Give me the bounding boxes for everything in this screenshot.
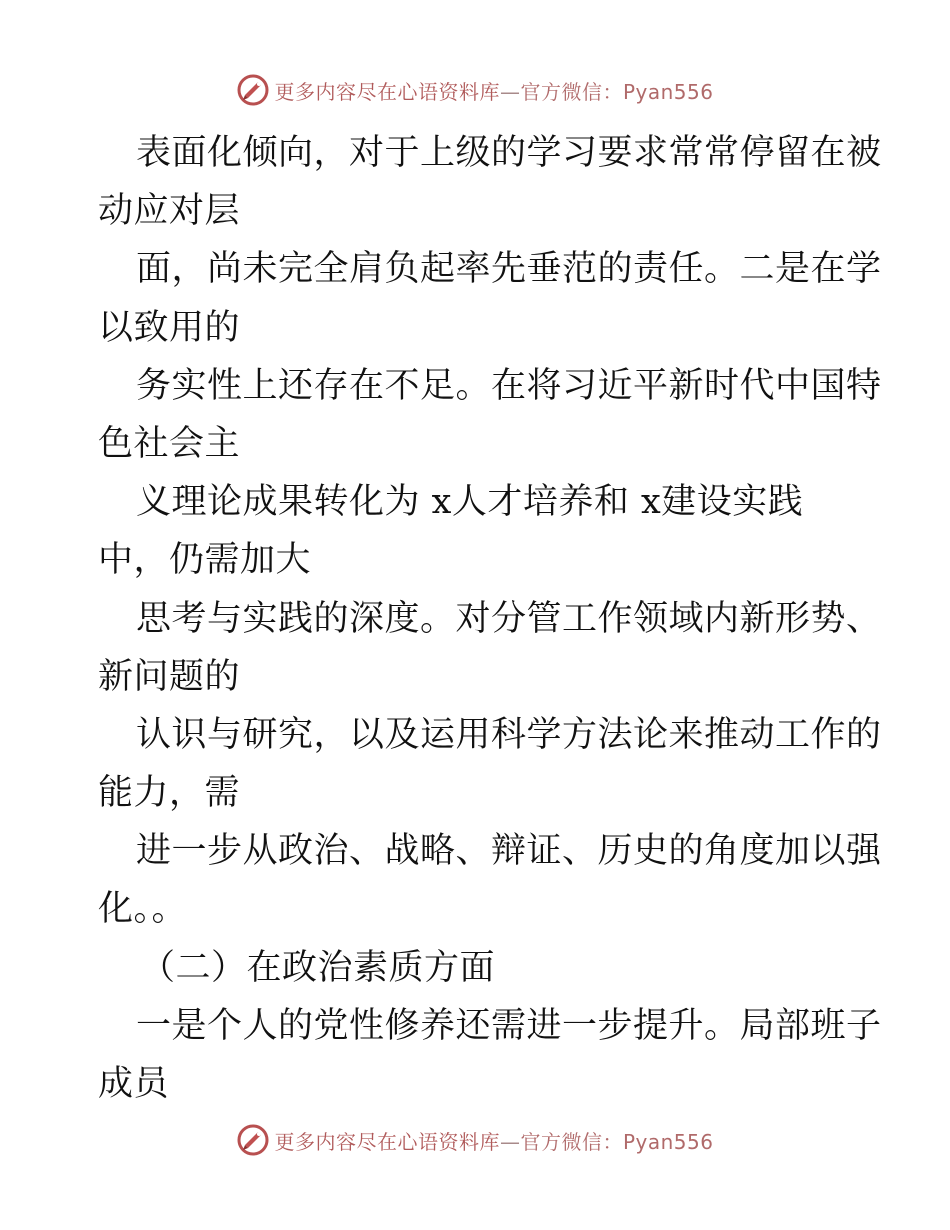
- footer-watermark: [0, 1120, 950, 1160]
- text-line: 思考与实践的深度。对分管工作领域内新形势、: [136, 598, 882, 639]
- brand-logo-icon: [236, 73, 270, 107]
- watermark-main-text: 更多内容尽在心语资料库: [274, 1129, 500, 1154]
- text-line: 面，尚未完全肩负起率先垂范的责任。二是在学: [136, 249, 882, 290]
- watermark-main-text: 更多内容尽在心语资料库: [274, 79, 500, 104]
- text-line: 新问题的: [98, 656, 241, 697]
- text-line: 一是个人的党性修养还需进一步提升。局部班子: [136, 1005, 882, 1046]
- text-line: 化。。: [98, 889, 188, 930]
- watermark-separator: —: [499, 79, 521, 104]
- body-text: [98, 124, 882, 1113]
- text-line: 成员: [98, 1064, 170, 1104]
- watermark-contact-text: 官方微信：Pyan556: [520, 79, 714, 104]
- watermark-separator: —: [499, 1129, 521, 1154]
- text-line: 务实性上还存在不足。在将习近平新时代中国特: [136, 365, 882, 406]
- text-line: 认识与研究，以及运用科学方法论来推动工作的: [136, 714, 882, 755]
- text-line: 表面化倾向，对于上级的学习要求常常停留在被: [136, 133, 882, 173]
- header-watermark: [0, 70, 950, 110]
- text-line: 中，仍需加大: [98, 540, 312, 581]
- text-line: 以致用的: [98, 307, 241, 348]
- text-line: 动应对层: [98, 191, 241, 232]
- brand-logo-icon: [236, 1123, 270, 1157]
- text-line: 能力，需: [98, 773, 241, 814]
- text-line: 色社会主: [98, 423, 241, 464]
- section-heading: （二）在政治素质方面: [140, 947, 496, 988]
- text-line: 义理论成果转化为 x人才培养和 x建设实践: [136, 482, 804, 523]
- watermark-contact-text: 官方微信：Pyan556: [520, 1129, 714, 1154]
- text-line: 进一步从政治、战略、辩证、历史的角度加以强: [136, 831, 882, 872]
